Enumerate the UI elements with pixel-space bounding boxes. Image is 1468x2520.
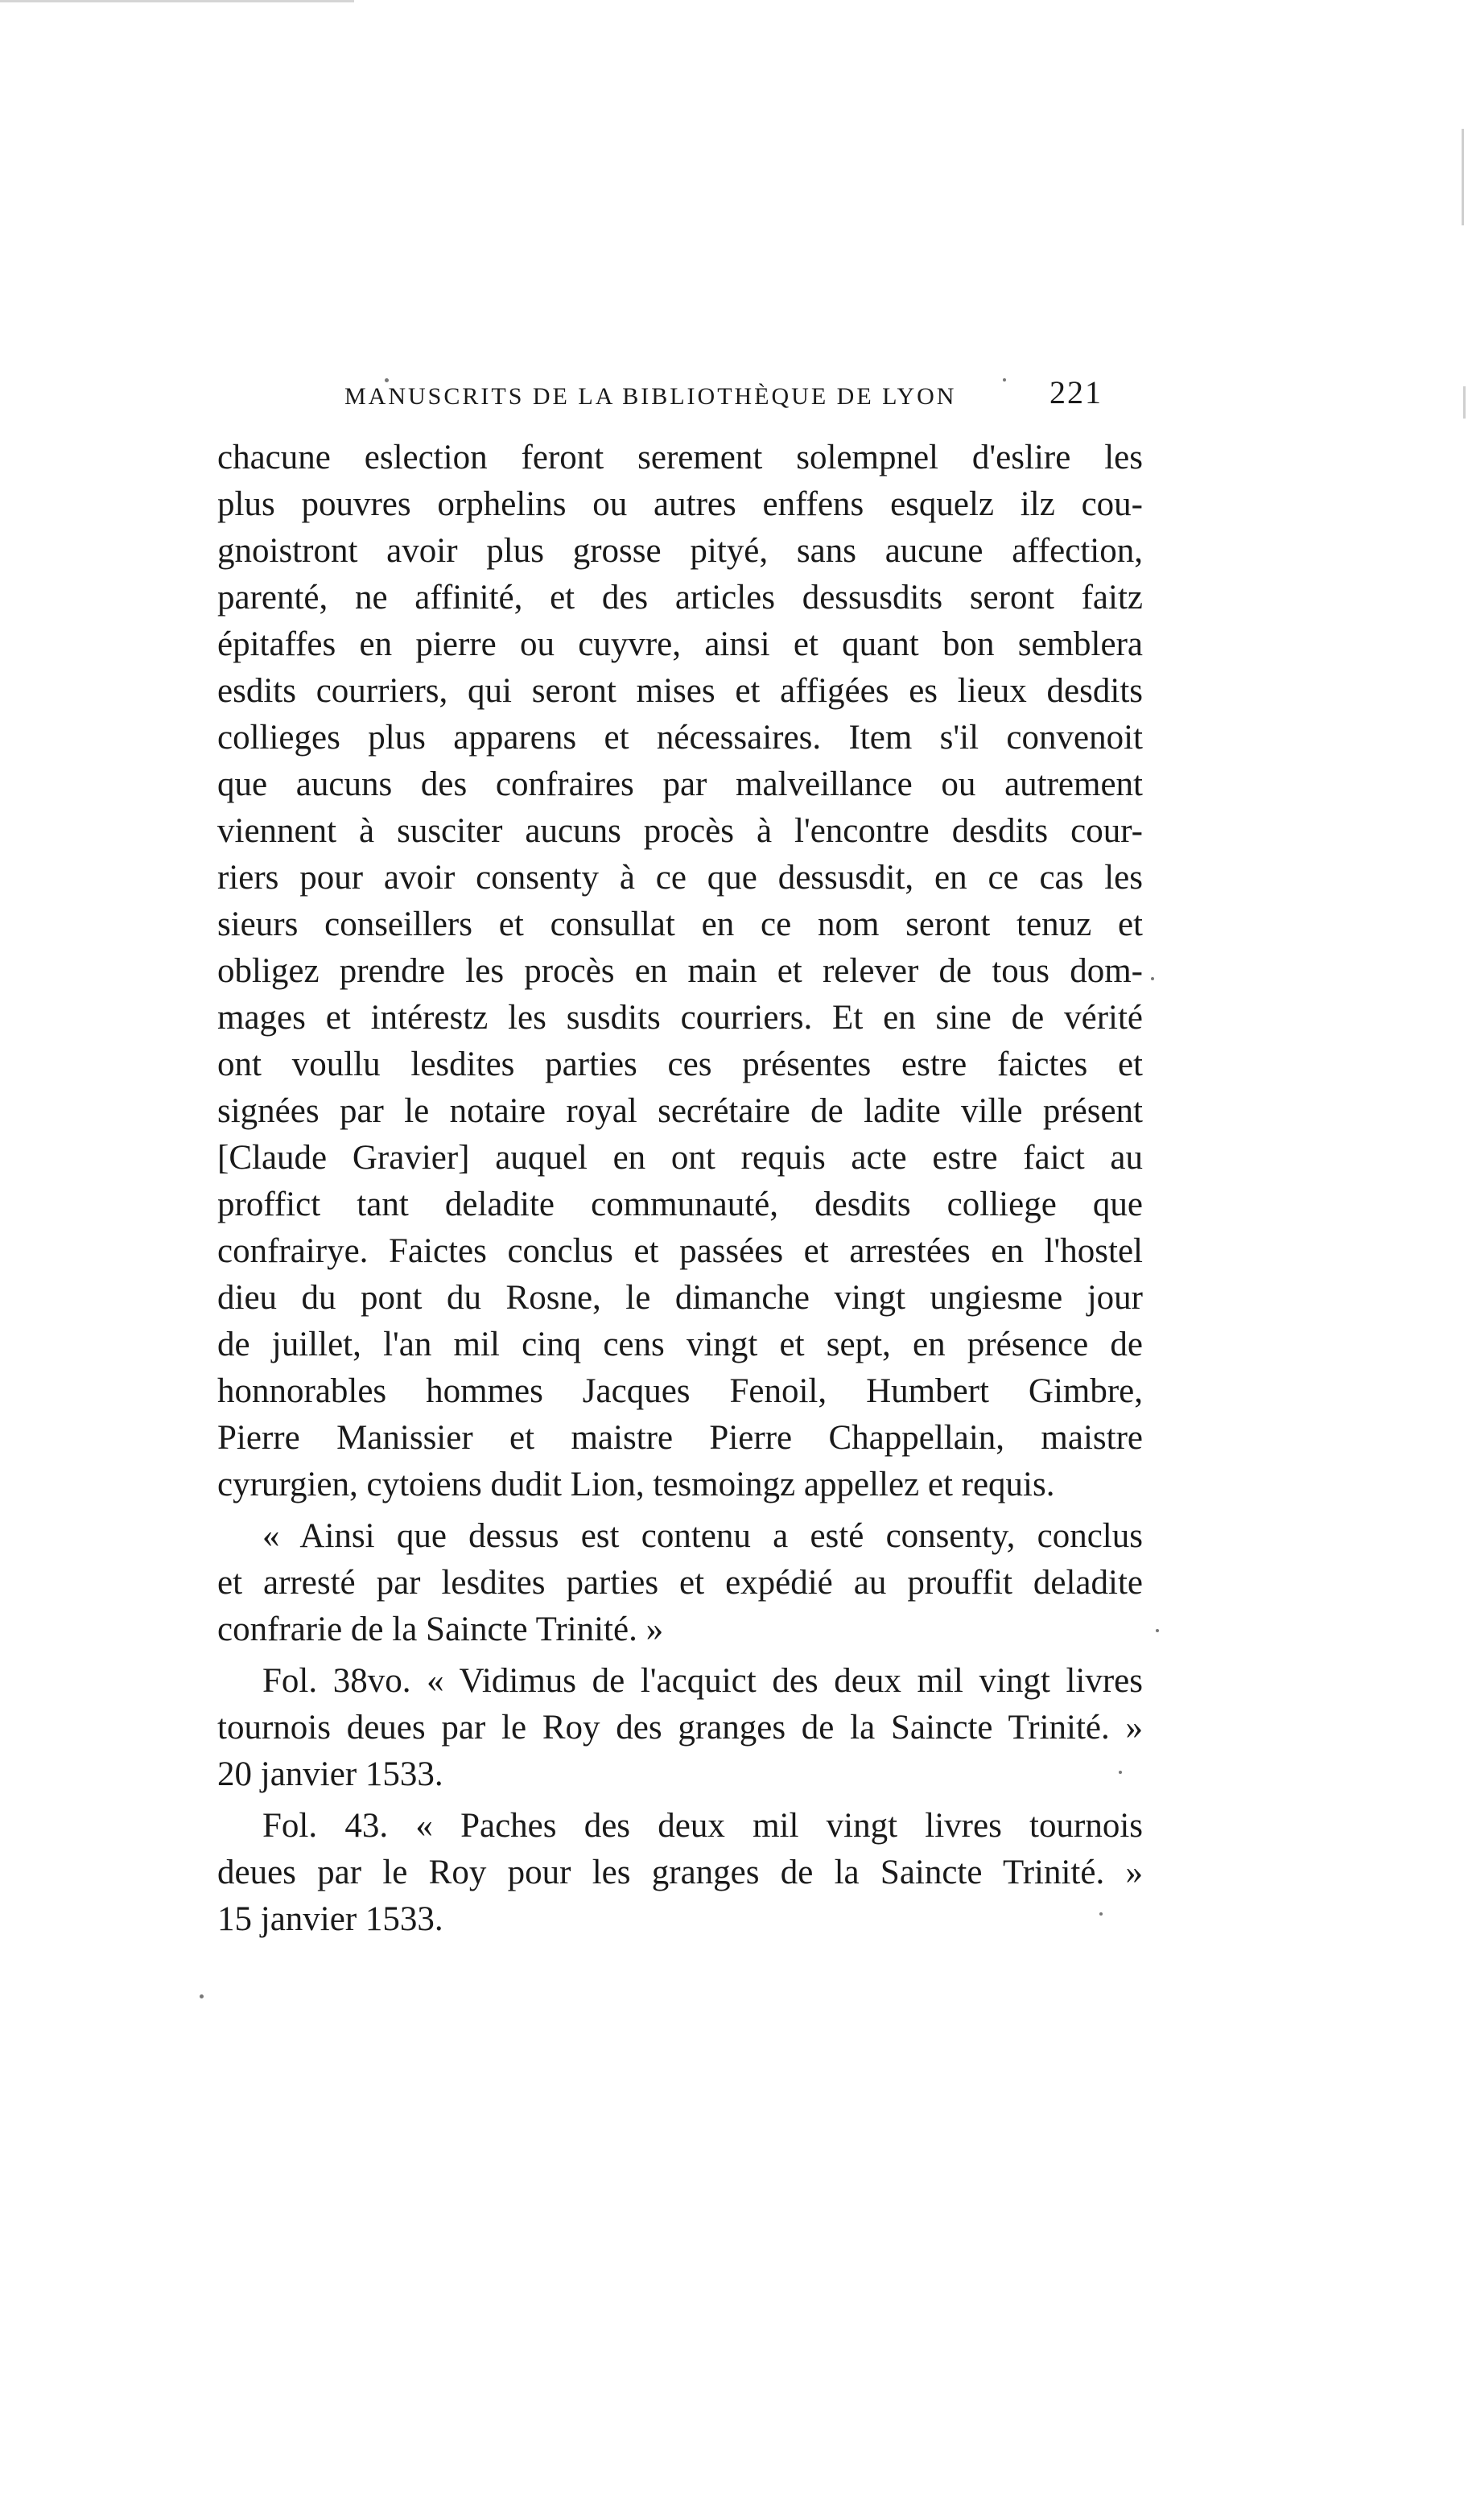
scan-speck [1099,1912,1103,1916]
text-line: honnorables hommes Jacques Fenoil, Humbert Gimbre, [217,1372,1143,1410]
text-line: de juillet, l'an mil cinq cens vingt et sept, en présence de [217,1326,1143,1363]
scan-mark [1462,129,1464,225]
text-line: épitaffes en pierre ou cuyvre, ainsi et quant bon semblera [217,625,1143,663]
text-line: Fol. 43. « Paches des deux mil vingt livres tournois [262,1807,1143,1845]
text-line: « Ainsi que dessus est contenu a esté consenty, conclus [262,1517,1143,1555]
text-line: proffict tant deladite communauté, desdits colliege que [217,1186,1143,1223]
text-line: confrairye. Faictes conclus et passées et arrestées en l'hostel [217,1232,1143,1270]
text-line: et arresté par lesdites parties et expédié au prouffit deladite [217,1564,1143,1602]
text-line: confrarie de la Saincte Trinité. » [217,1611,664,1648]
text-line: collieges plus apparens et nécessaires. Item s'il convenoit [217,719,1143,757]
text-line: signées par le notaire royal secrétaire de ladite ville présent [217,1092,1143,1130]
body-text [217,435,1143,1943]
text-line: Pierre Manissier et maistre Pierre Chappellain, maistre [217,1419,1143,1457]
running-title: MANUSCRITS DE LA BIBLIOTHÈQUE DE LYON [344,383,957,410]
scan-speck [1156,1629,1159,1632]
text-line: 20 janvier 1533. [217,1755,443,1793]
text-line: Fol. 38vo. « Vidimus de l'acquict des deux mil vingt livres [262,1662,1143,1700]
scan-speck [200,1994,204,1998]
text-line: viennent à susciter aucuns procès à l'encontre desdits cour- [217,812,1143,850]
text-line: dieu du pont du Rosne, le dimanche vingt ungiesme jour [217,1279,1143,1317]
text-line: ont voullu lesdites parties ces présentes estre faictes et [217,1046,1143,1083]
text-line: riers pour avoir consenty à ce que dessusdit, en ce cas les [217,859,1143,897]
scan-mark [1463,386,1466,419]
text-line: sieurs conseillers et consullat en ce nom seront tenuz et [217,905,1143,943]
text-line: plus pouvres orphelins ou autres enffens esquelz ilz cou- [217,485,1143,523]
text-line: cyrurgien, cytoiens dudit Lion, tesmoingz appellez et requis. [217,1466,1055,1503]
text-line: gnoistront avoir plus grosse pityé, sans aucune affection, [217,532,1143,570]
text-line: esdits courriers, qui seront mises et affigées es lieux desdits [217,672,1143,710]
text-line: deues par le Roy pour les granges de la Saincte Trinité. » [217,1854,1143,1891]
text-line: chacune eslection feront serement solempnel d'eslire les [217,439,1143,476]
text-line: tournois deues par le Roy des granges de la Saincte Trinité. » [217,1709,1143,1747]
paragraph-fol-43 [217,1803,1143,1943]
text-line: que aucuns des confraires par malveillance ou autrement [217,765,1143,803]
text-line: mages et intérestz les susdits courriers. Et en sine de vérité [217,999,1143,1037]
page-number: 221 [1049,374,1103,410]
text-line: 15 janvier 1533. [217,1900,443,1938]
paragraph-main [217,435,1143,1508]
text-line: [Claude Gravier] auquel en ont requis acte estre faict au [217,1139,1143,1177]
paragraph-quote [217,1513,1143,1653]
paragraph-fol-38 [217,1658,1143,1798]
scan-mark [0,0,354,2]
scan-speck [1003,378,1006,382]
scan-speck [1151,977,1154,980]
text-line: obligez prendre les procès en main et relever de tous dom- [217,952,1143,990]
scan-speck [1119,1771,1122,1774]
scan-speck [385,378,389,382]
text-line: parenté, ne affinité, et des articles dessusdits seront faitz [217,579,1143,617]
running-head [344,372,1103,420]
